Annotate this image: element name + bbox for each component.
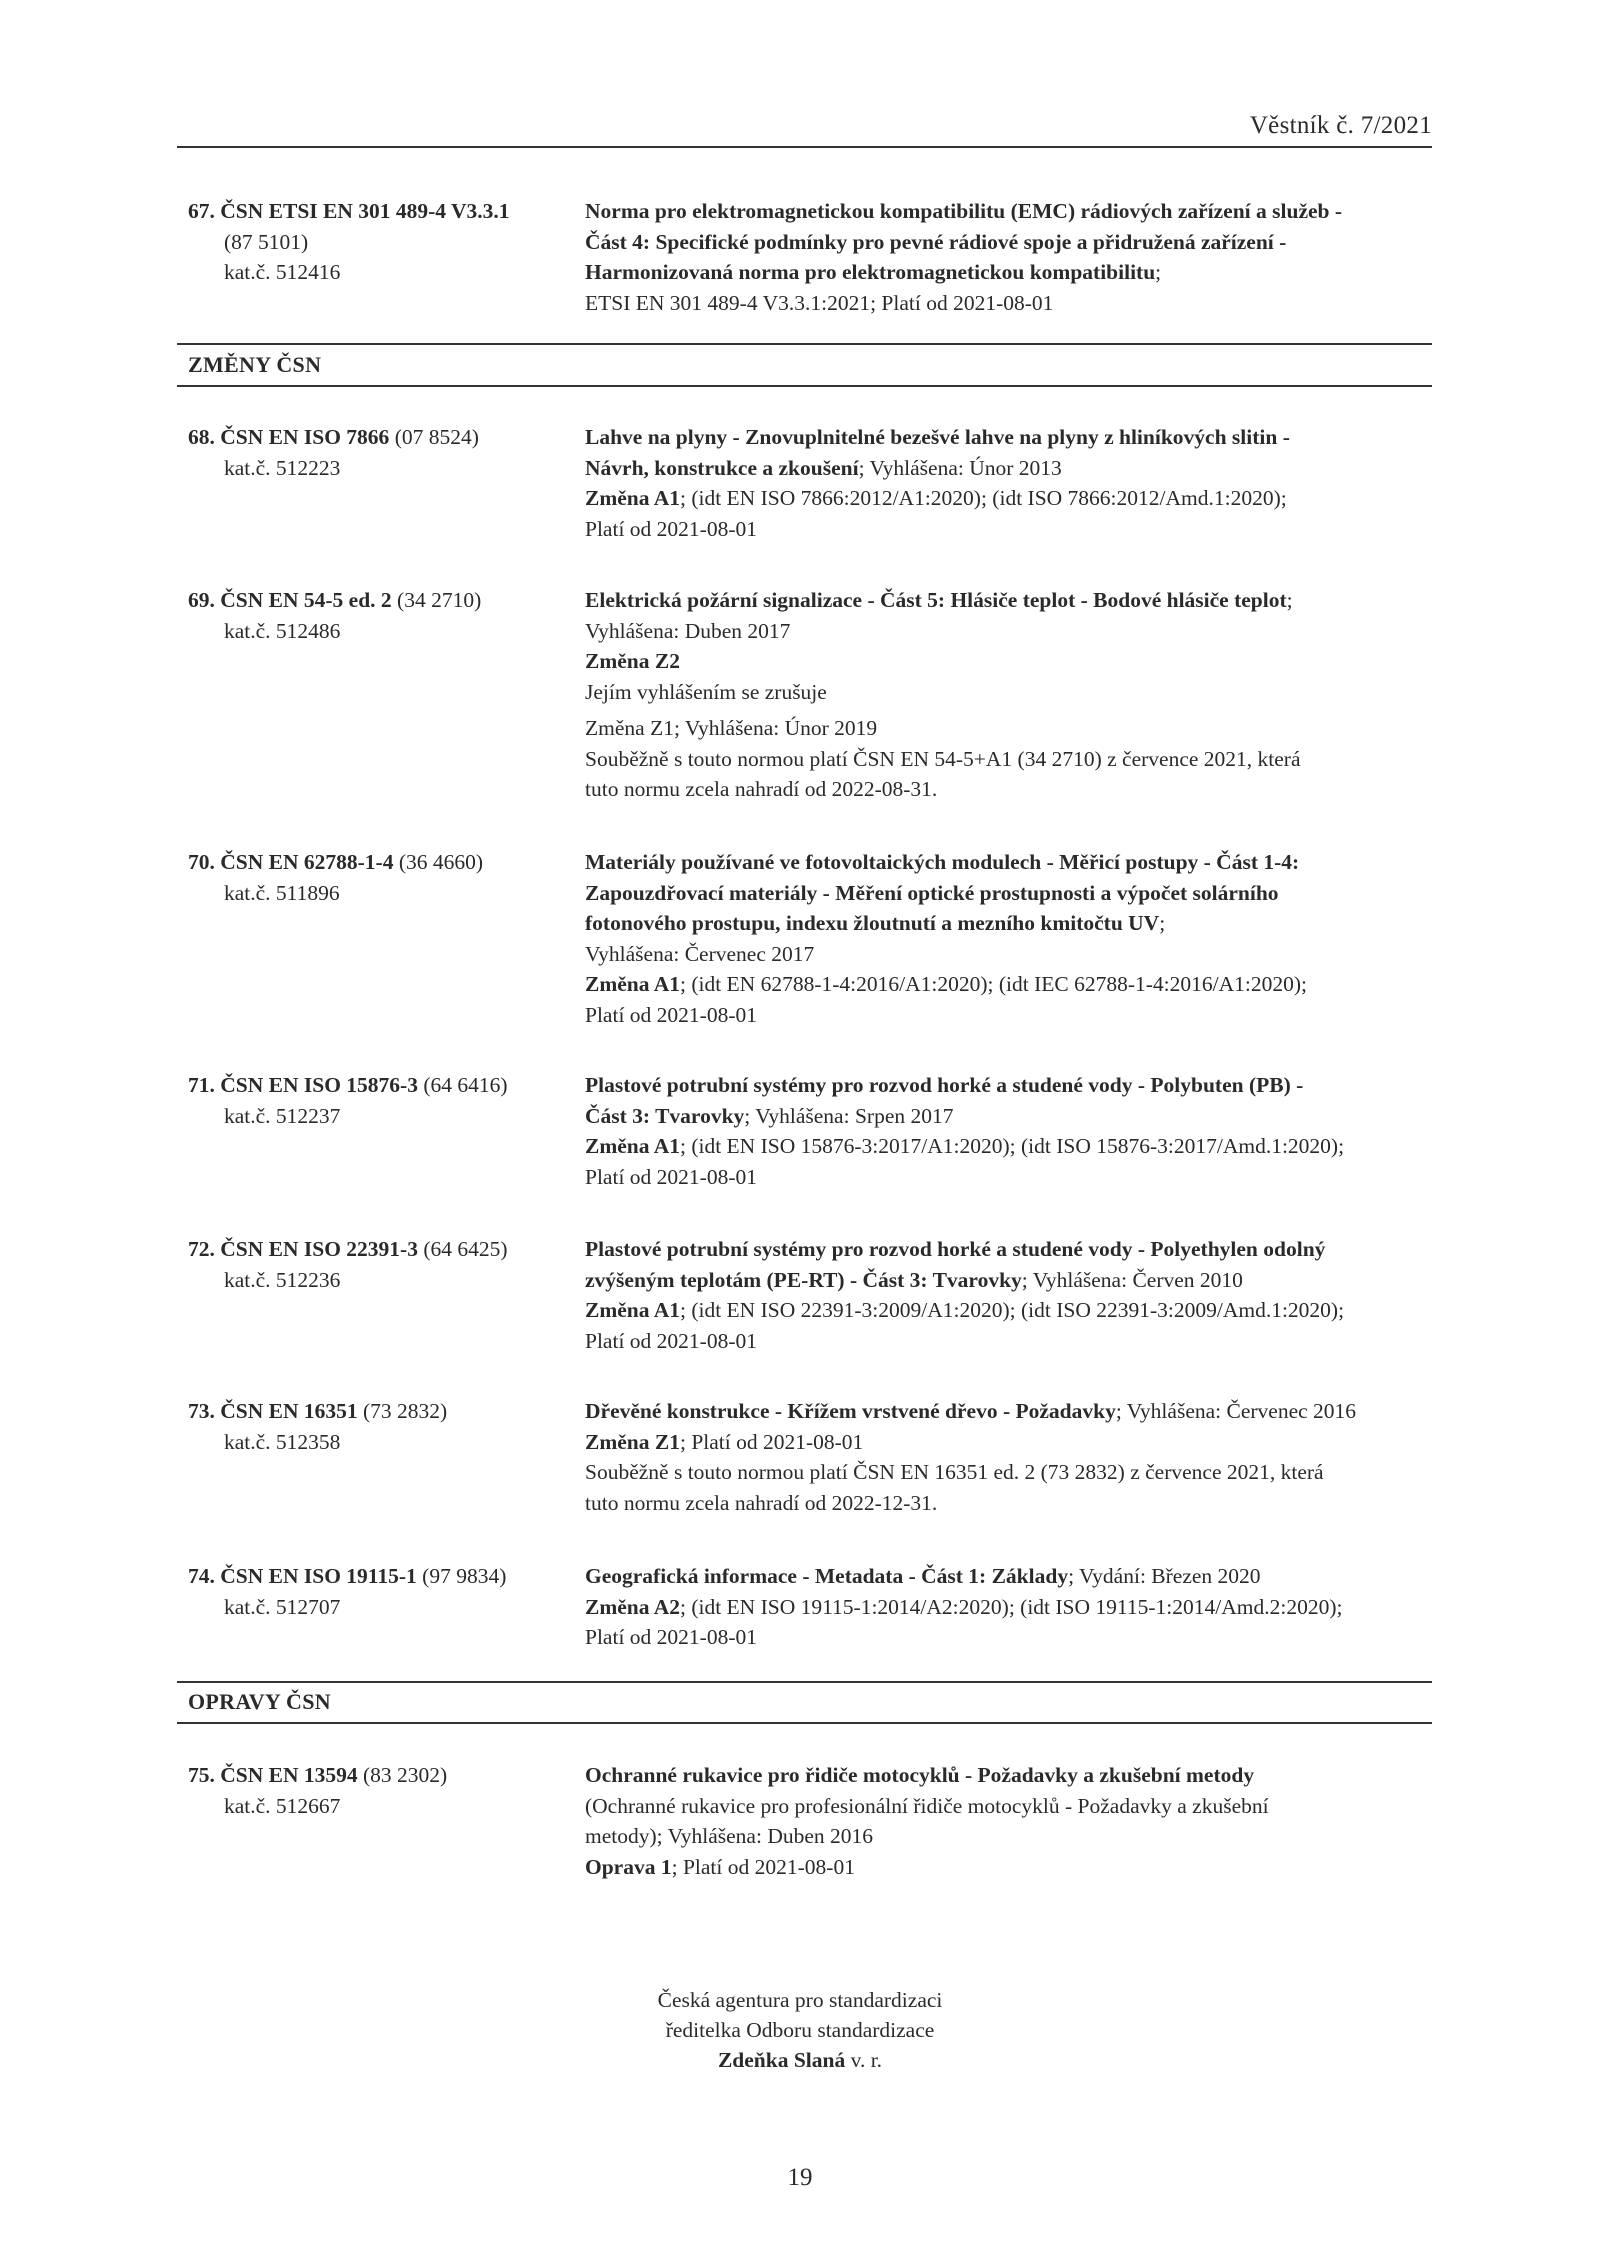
amendment-details: ; (idt EN ISO 7866:2012/A1:2020); (idt ISO 7866:2012/Amd.1:2020); (679, 486, 1287, 510)
entry-description (585, 1070, 1435, 1192)
signature-suffix: v. r. (845, 2048, 883, 2072)
standard-code: ČSN ETSI EN 301 489-4 V3.3.1 (220, 199, 510, 223)
standard-code: ČSN EN ISO 22391-3 (220, 1237, 418, 1261)
catalog-number: kat.č. 512707 (224, 1594, 341, 1619)
agency-name: Česká agentura pro standardizaci (657, 1988, 943, 2012)
amendment-details: ; (idt EN ISO 22391-3:2009/A1:2020); (idt ISO 22391-3:2009/Amd.1:2020); (679, 1298, 1345, 1322)
validity-line: Platí od 2021-08-01 (585, 1002, 757, 1027)
validity-line: Platí od 2021-08-01 (585, 1328, 757, 1353)
standard-title-line: Materiály používané ve fotovoltaických modulech - Měřicí postupy - Část 1-4: (585, 850, 1300, 874)
standard-title-line: Norma pro elektromagnetickou kompatibilitu (EMC) rádiových zařízení a služeb - (585, 199, 1343, 223)
header-divider (177, 146, 1432, 148)
entry-description (585, 196, 1435, 318)
amendment-details: ; (idt EN 62788-1-4:2016/A1:2020); (idt IEC 62788-1-4:2016/A1:2020); (679, 972, 1307, 996)
amendment-label: Změna A2 (585, 1594, 680, 1619)
note-line: tuto normu zcela nahradí od 2022-08-31. (585, 777, 938, 801)
entry-number: 74. (188, 1564, 221, 1588)
classification-code: (64 6416) (417, 1073, 508, 1097)
entry-description (585, 847, 1435, 1030)
entry-identifier (188, 1396, 568, 1457)
note-line: Souběžně s touto normou platí ČSN EN 16351 ed. 2 (73 2832) z července 2021, která (585, 1460, 1324, 1484)
catalog-number: kat.č. 512236 (224, 1267, 341, 1292)
note-line: Souběžně s touto normou platí ČSN EN 54-5+A1 (34 2710) z července 2021, která (585, 746, 1301, 771)
announcement-text: ; Vyhlášena: Červen 2010 (1021, 1267, 1243, 1292)
validity-line: Platí od 2021-08-01 (585, 1625, 757, 1649)
classification-code: (36 4660) (393, 850, 484, 874)
announcement-text: ; Vyhlášena: Únor 2013 (858, 455, 1062, 480)
entry-description (585, 422, 1435, 544)
standard-title-line: Harmonizovaná norma pro elektromagnetickou kompatibilitu (585, 260, 1156, 284)
entry-identifier (188, 196, 568, 288)
standard-title-line: Zapouzdřovací materiály - Měření optické prostupnosti a výpočet solárního (585, 880, 1279, 905)
amendment-label: Změna A1 (585, 972, 680, 996)
announcement-text: ; Vydání: Březen 2020 (1068, 1564, 1261, 1588)
classification-code: (83 2302) (357, 1763, 448, 1787)
amendment-details: ; (idt EN ISO 19115-1:2014/A2:2020); (idt ISO 19115-1:2014/Amd.2:2020); (679, 1594, 1343, 1619)
section-divider-top (177, 1681, 1432, 1683)
alternate-title-line: (Ochranné rukavice pro profesionální řidiče motocyklů - Požadavky a zkušební (585, 1793, 1269, 1818)
catalog-number: kat.č. 512486 (224, 618, 341, 643)
standard-code: ČSN EN 16351 (220, 1399, 358, 1423)
validity-line: ; Platí od 2021-08-01 (679, 1429, 864, 1454)
entry-number: 75. (188, 1763, 221, 1787)
entry-description (585, 1234, 1435, 1356)
cancellation-text: Jejím vyhlášením se zrušuje (585, 679, 827, 704)
signatory-role: ředitelka Odboru standardizace (665, 2018, 935, 2042)
standard-title-line: Ochranné rukavice pro řidiče motocyklů - Požadavky a zkušební metody (585, 1763, 1255, 1787)
classification-code: (07 8524) (389, 425, 479, 449)
entry-number: 70. (188, 850, 221, 874)
amendment-label: Změna Z1 (585, 1429, 680, 1454)
validity-line: Platí od 2021-08-01 (585, 516, 757, 541)
entry-number: 73. (188, 1399, 221, 1423)
validity-line: ; Platí od 2021-08-01 (671, 1854, 855, 1879)
validity-line: Platí od 2021-08-01 (585, 1164, 757, 1189)
entry-identifier (188, 585, 568, 646)
section-divider-bottom (177, 1722, 1432, 1724)
amendment-label: Změna A1 (585, 486, 680, 510)
standard-title-line: Plastové potrubní systémy pro rozvod horké a studené vody - Polyethylen odolný (585, 1237, 1326, 1261)
amendment-details: ; (idt EN ISO 15876-3:2017/A1:2020); (idt ISO 15876-3:2017/Amd.1:2020); (679, 1134, 1345, 1158)
punctuation: ; (1159, 911, 1166, 935)
entry-identifier (188, 1070, 568, 1131)
standard-title-line: Část 4: Specifické podmínky pro pevné rádiové spoje a přidružená zařízení - (585, 229, 1287, 254)
validity-line: ETSI EN 301 489-4 V3.3.1:2021; Platí od 2021-08-01 (585, 290, 1054, 315)
catalog-number: kat.č. 511896 (224, 880, 340, 905)
standard-title-line: Návrh, konstrukce a zkoušení (585, 455, 859, 480)
section-heading-corrections: OPRAVY ČSN (188, 1689, 331, 1714)
page-number: 19 (787, 2164, 813, 2191)
standard-code: ČSN EN ISO 15876-3 (220, 1073, 418, 1097)
catalog-number: kat.č. 512667 (224, 1793, 341, 1818)
entry-description (585, 1396, 1435, 1518)
amendment-label: Změna A1 (585, 1134, 680, 1158)
standard-code: ČSN EN 13594 (220, 1763, 358, 1787)
standard-code: ČSN EN ISO 7866 (220, 425, 390, 449)
standard-title-line: Lahve na plyny - Znovuplnitelné bezešvé lahve na plyny z hliníkových slitin - (585, 425, 1290, 449)
bulletin-title: Věstník č. 7/2021 (1249, 112, 1432, 139)
announcement-text: Vyhlášena: Červenec 2017 (585, 941, 815, 966)
announcement-text: Vyhlášena: Duben 2017 (585, 618, 791, 643)
punctuation: ; (1286, 588, 1293, 612)
standard-title-line: Elektrická požární signalizace - Část 5: Hlásiče teplot - Bodové hlásiče teplot (585, 588, 1287, 612)
entry-identifier (188, 1234, 568, 1295)
standard-title-line: zvýšeným teplotám (PE-RT) - Část 3: Tvarovky (585, 1267, 1022, 1292)
classification-code: (87 5101) (224, 229, 309, 254)
announcement-text: metody); Vyhlášena: Duben 2016 (585, 1824, 874, 1848)
standard-code: ČSN EN 62788-1-4 (220, 850, 394, 874)
cancelled-amendment: Změna Z1; Vyhlášena: Únor 2019 (585, 716, 878, 740)
punctuation: ; (1155, 260, 1162, 284)
entry-number: 67. (188, 199, 221, 223)
entry-identifier (188, 847, 568, 908)
entry-number: 69. (188, 588, 221, 612)
standard-title-line: Část 3: Tvarovky (585, 1103, 745, 1128)
entry-description (585, 1561, 1435, 1653)
standard-title-line: Dřevěné konstrukce - Křížem vrstvené dřevo - Požadavky (585, 1399, 1116, 1423)
catalog-number: kat.č. 512237 (224, 1103, 341, 1128)
catalog-number: kat.č. 512358 (224, 1429, 341, 1454)
catalog-number: kat.č. 512416 (224, 260, 341, 284)
standard-title-line: Geografická informace - Metadata - Část 1: Základy (585, 1564, 1069, 1588)
correction-label: Oprava 1 (585, 1854, 672, 1879)
standard-code: ČSN EN ISO 19115-1 (220, 1564, 417, 1588)
classification-code: (34 2710) (391, 588, 482, 612)
classification-code: (97 9834) (416, 1564, 507, 1588)
note-line: tuto normu zcela nahradí od 2022-12-31. (585, 1490, 938, 1515)
standard-code: ČSN EN 54-5 ed. 2 (220, 588, 392, 612)
entry-number: 72. (188, 1237, 221, 1261)
entry-description (585, 1760, 1435, 1882)
classification-code: (73 2832) (357, 1399, 448, 1423)
entry-description (585, 585, 1435, 805)
amendment-label: Změna Z2 (585, 649, 680, 673)
section-divider-top (177, 343, 1432, 345)
amendment-label: Změna A1 (585, 1298, 680, 1322)
entry-identifier (188, 1561, 568, 1622)
entry-number: 68. (188, 425, 221, 449)
entry-identifier (188, 1760, 568, 1821)
standard-title-line: Plastové potrubní systémy pro rozvod horké a studené vody - Polybuten (PB) - (585, 1073, 1304, 1097)
entry-identifier (188, 422, 568, 483)
standard-title-line: fotonového prostupu, indexu žloutnutí a mezního kmitočtu UV (585, 911, 1160, 935)
classification-code: (64 6425) (417, 1237, 508, 1261)
section-divider-bottom (177, 385, 1432, 387)
section-heading-changes: ZMĚNY ČSN (188, 352, 322, 377)
signature-block (0, 1985, 1600, 2075)
signatory-name: Zdeňka Slaná (717, 2048, 846, 2072)
announcement-text: ; Vyhlášena: Srpen 2017 (744, 1103, 954, 1128)
announcement-text: ; Vyhlášena: Červenec 2016 (1115, 1399, 1357, 1423)
entry-number: 71. (188, 1073, 221, 1097)
catalog-number: kat.č. 512223 (224, 455, 341, 480)
